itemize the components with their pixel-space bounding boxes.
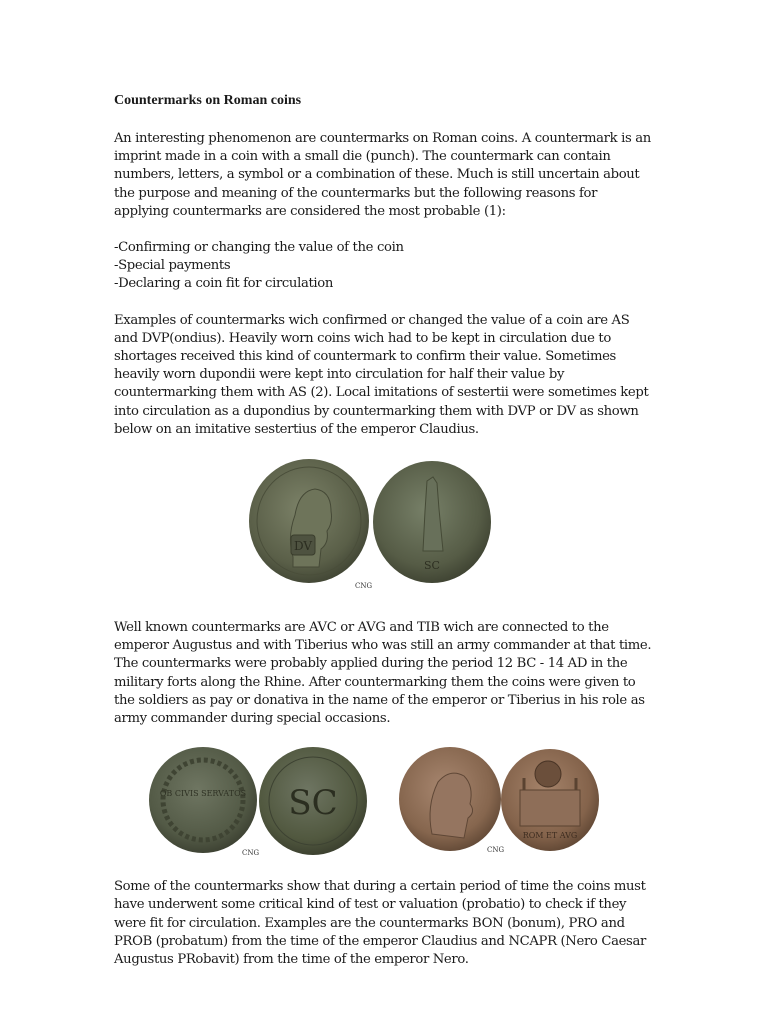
wreath-legend: OB CIVIS SERVATOS [159,789,247,799]
coin-augustus-obverse [398,746,505,855]
coin-obverse-claudius [247,457,371,585]
list-item: -Confirming or changing the value of the coin [114,240,404,256]
altar-legend: ROM ET AVG [522,831,578,841]
coin-sc-reverse [258,746,368,856]
sc-countermark: SC [288,783,338,824]
coin-reverse-spes [371,459,493,585]
page-title: Countermarks on Roman coins [114,93,302,108]
paragraph-probatio: Some of the countermarks show that during a certain period of time the coins must have underwent some critical kind of test or valuation (probatio) to check if they were fit for circulation. Examples are the countermarks BON (bonum), PRO and PROB (probatum) from the time of the emperor Claudius and NCAPR (Nero Caesar Augustus PRobavit) from the time of the emperor Nero. [114,879,646,968]
document-page [114,93,654,987]
list-item: -Special payments [114,258,231,274]
paragraph-intro: An interesting phenomenon are countermarks on Roman coins. A countermark is an imprint made in a coin with a small die (punch). The countermark can contain numbers, letters, a symbol or a combination of these. Much is still uncertain about the purpose and meaning of the countermarks but the following reasons for applying countermarks are considered the most probable (1): [114,131,651,219]
figure-claudius-sestertius [114,457,654,597]
countermark-dv: DV [293,539,313,554]
image-credit: CNG [242,849,260,858]
image-credit: CNG [487,846,505,855]
reverse-sc-mark: SC [424,559,440,573]
image-credit: CNG [355,582,373,591]
paragraph-augustus-tiberius: Well known countermarks are AVC or AVG and TIB wich are connected to the emperor Augustus and with Tiberius who was still an army commander at that time. The countermarks were probably applied during the period 12 BC - 14 AD in the military forts along the Rhine. After countermarking them the coins were given to the soldiers as pay or donativa in the name of the emperor or Tiberius in his role as army commander during special occasions. [114,620,652,727]
reasons-list [114,239,654,294]
coin-altar-reverse [500,748,600,852]
coin-wreath-obverse [148,746,258,854]
figure-augustus-coins [114,746,654,858]
list-item: -Declaring a coin fit for circulation [114,276,334,292]
paragraph-value-countermarks: Examples of countermarks wich confirmed or changed the value of a coin are AS and DVP(ondius). Heavily worn coins wich had to be kept in circulation due to shortages received this kind of countermark to confirm their value. Sometimes heavily worn dupondii were kept into circulation for half their value by countermarking them with AS (2). Local imitations of sestertii were sometimes kept into circulation as a dupondius by countermarking them with DVP or DV as shown below on an imitative sestertius of the emperor Claudius. [114,312,649,437]
